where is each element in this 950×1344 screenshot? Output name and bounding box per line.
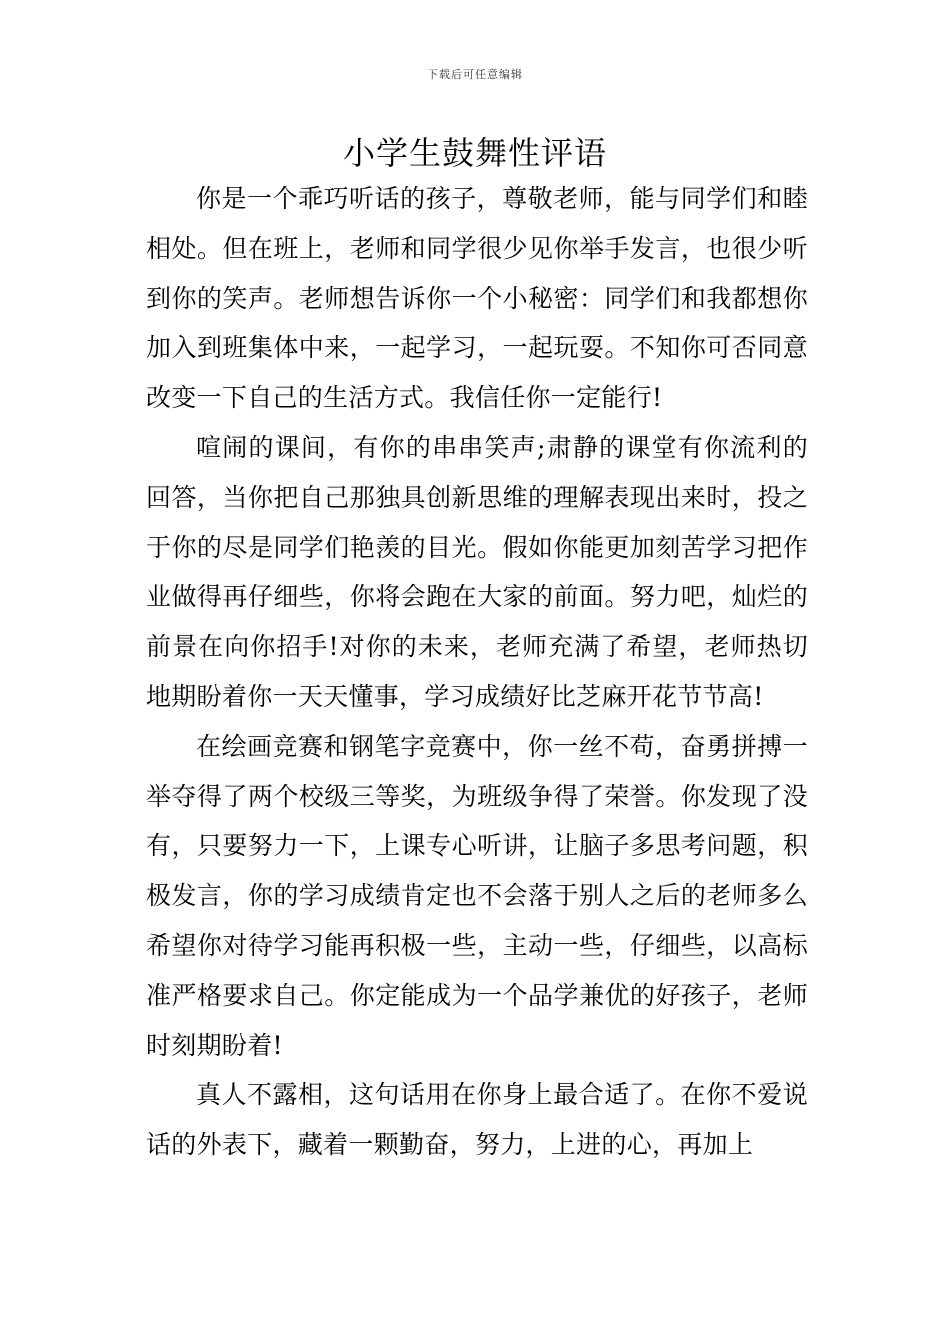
document-body: [146, 174, 808, 1170]
paragraph-4: 真人不露相，这句话用在你身上最合适了。在你不爱说话的外表下，藏着一颗勤奋，努力，上进的心，再加上: [146, 1080, 808, 1160]
header-note: 下载后可任意编辑: [427, 68, 523, 81]
paragraph-2: 喧闹的课间，有你的串串笑声;肃静的课堂有你流利的回答，当你把自己那独具创新思维的理解表现出来时，投之于你的尽是同学们艳羡的目光。假如你能更加刻苦学习把作业做得再仔细些，你将会跑在大家的前面。努力吧，灿烂的前景在向你招手!对你的未来，老师充满了希望，老师热切地期盼着你一天天懂事，学习成绩好比芝麻开花节节高!: [146, 432, 808, 711]
paragraph-3: 在绘画竞赛和钢笔字竞赛中，你一丝不苟，奋勇拼搏一举夺得了两个校级三等奖，为班级争得了荣誉。你发现了没有，只要努力一下，上课专心听讲，让脑子多思考问题，积极发言，你的学习成绩肯定也不会落于别人之后的老师多么希望你对待学习能再积极一些，主动一些，仔细些，以高标准严格要求自己。你定能成为一个品学兼优的好孩子，老师时刻期盼着!: [146, 731, 808, 1060]
paragraph-1: 你是一个乖巧听话的孩子，尊敬老师，能与同学们和睦相处。但在班上，老师和同学很少见你举手发言，也很少听到你的笑声。老师想告诉你一个小秘密：同学们和我都想你加入到班集体中来，一起学习，一起玩耍。不知你可否同意改变一下自己的生活方式。我信任你一定能行!: [146, 184, 808, 413]
document-title: 小学生鼓舞性评语: [342, 134, 607, 172]
